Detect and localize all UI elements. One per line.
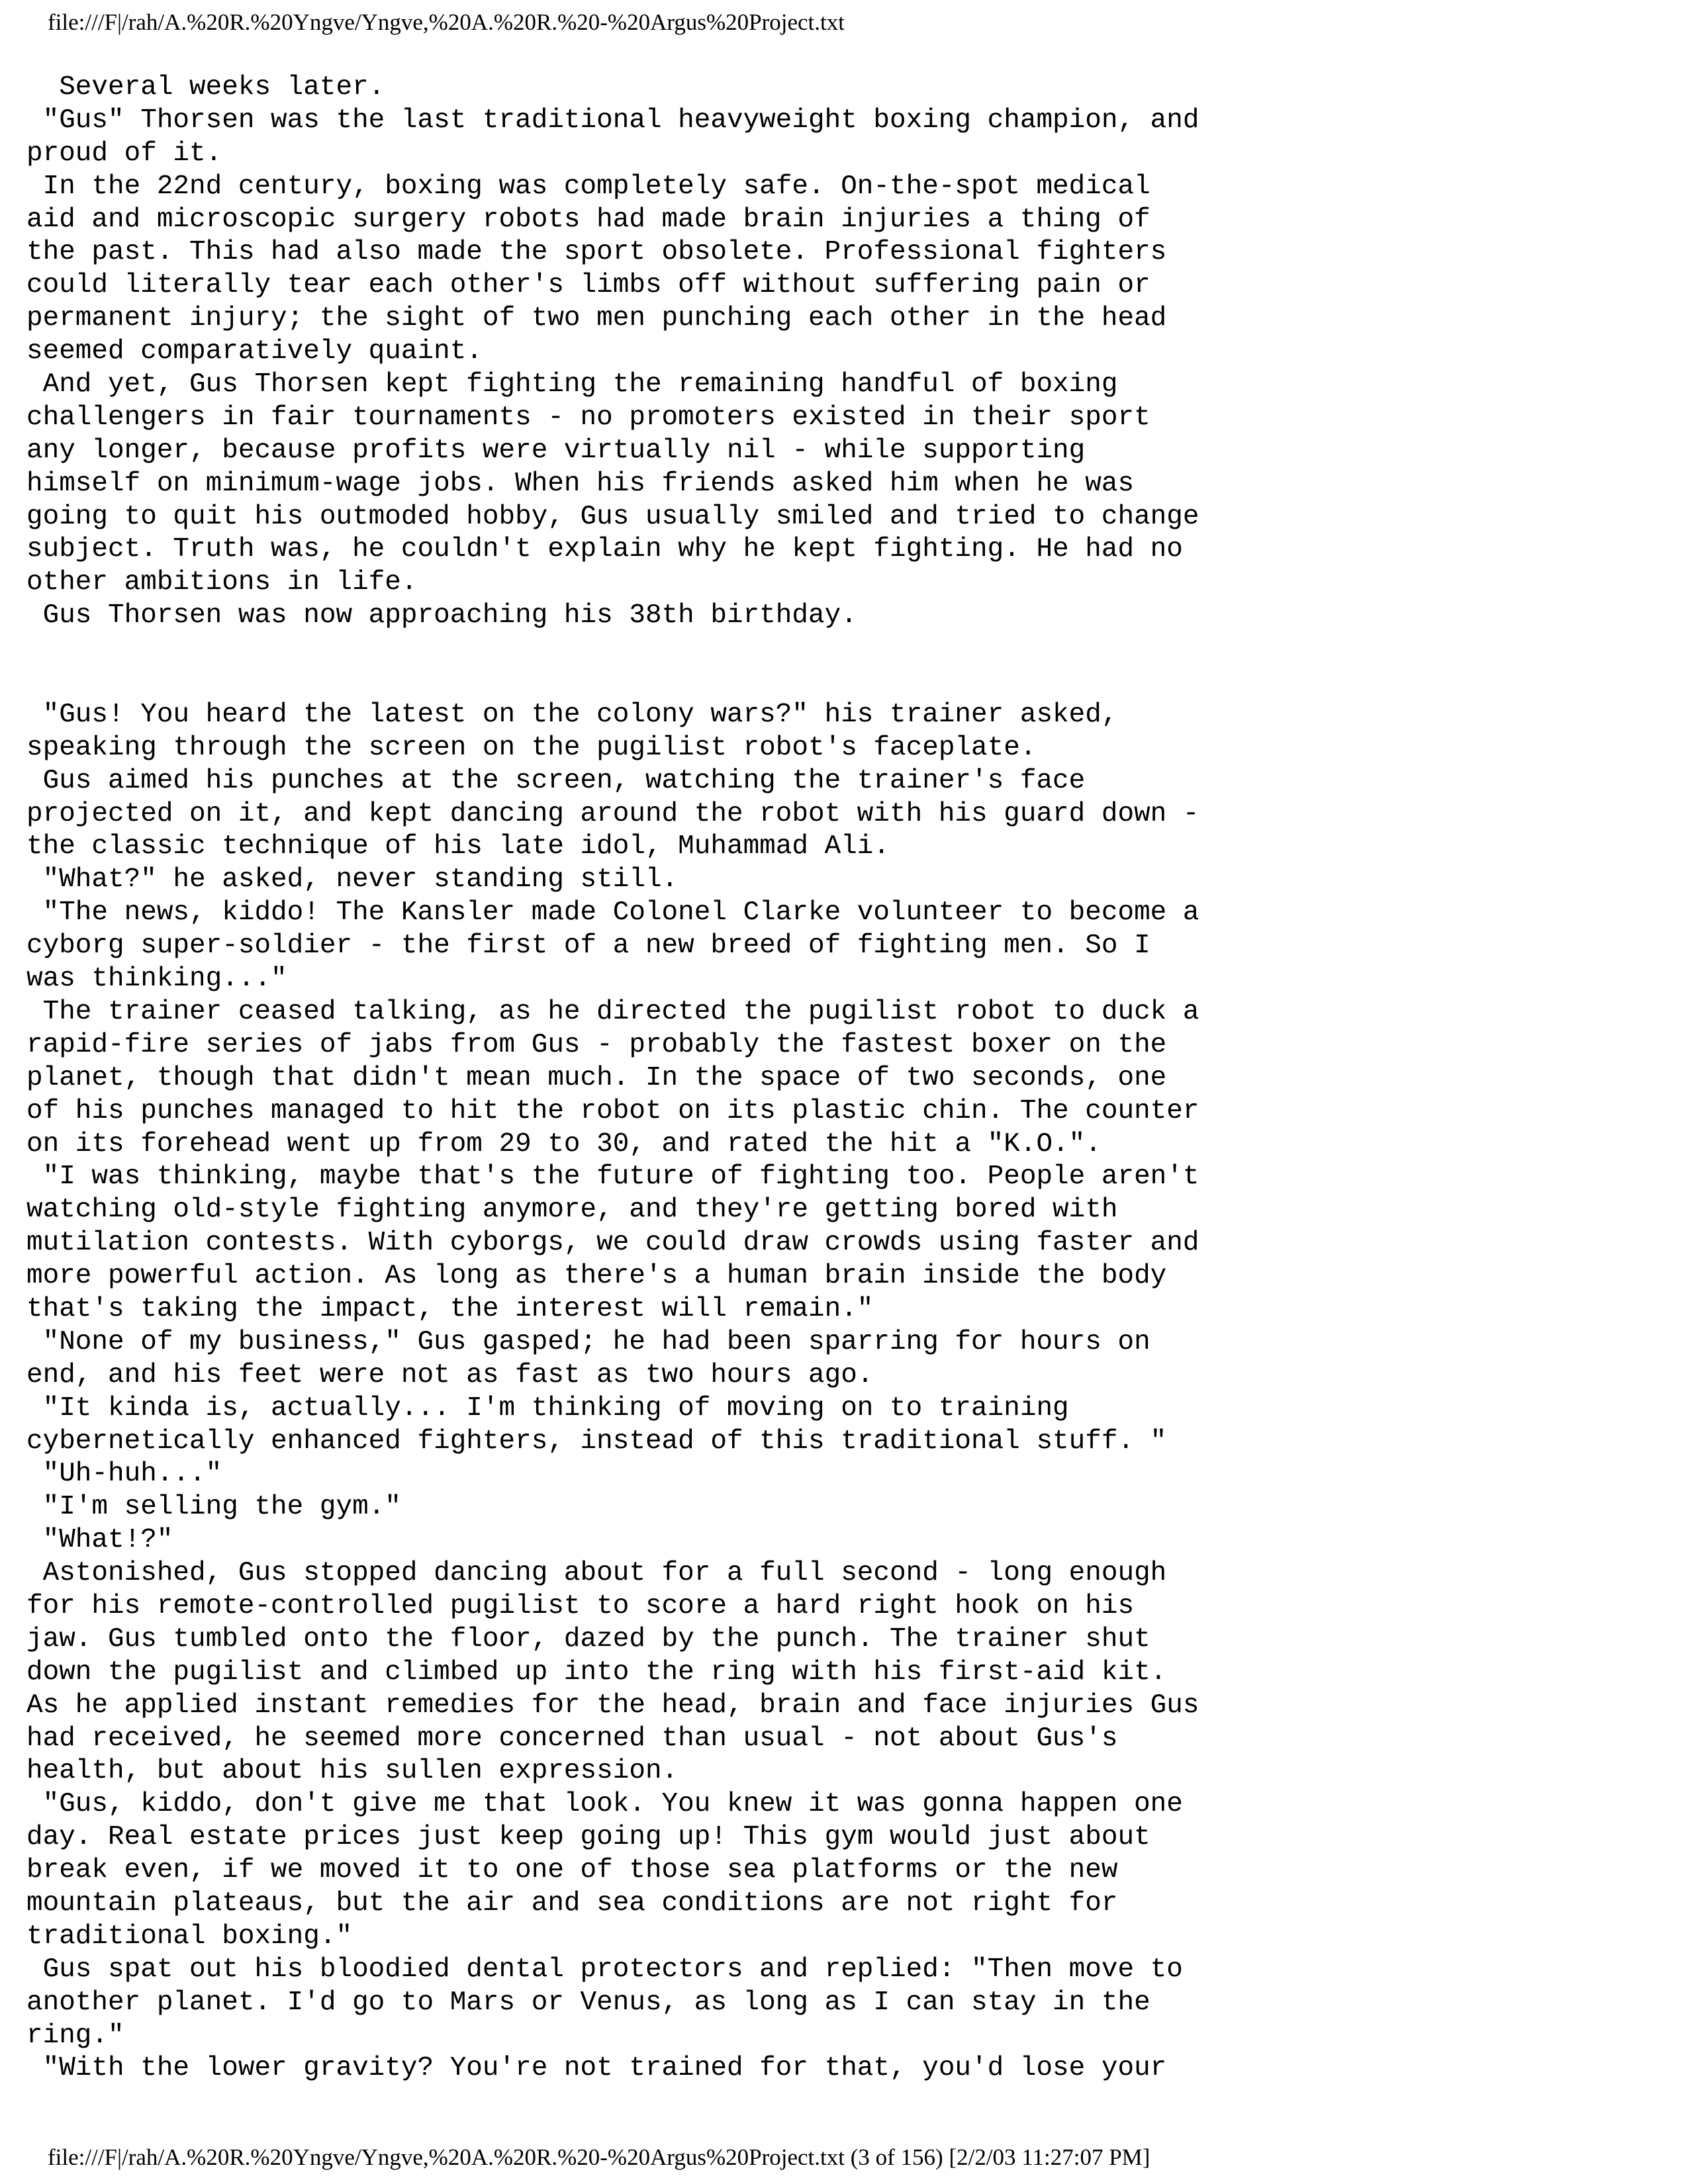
page-header-url: file:///F|/rah/A.%20R.%20Yngve/Yngve,%20A.%20R.%20-%20Argus%20Project.txt (48, 9, 845, 35)
text-line: Gus spat out his bloodied dental protectors and replied: "Then move to (26, 1954, 1183, 1985)
text-line: "The news, kiddo! The Kansler made Colonel Clarke volunteer to become a (26, 897, 1199, 929)
text-line: "Gus, kiddo, don't give me that look. You knew it was gonna happen one (26, 1789, 1183, 1820)
text-line: on its forehead went up from 29 to 30, and rated the hit a "K.O.". (26, 1128, 1102, 1160)
text-line: "What?" he asked, never standing still. (26, 864, 679, 895)
text-line: end, and his feet were not as fast as two hours ago. (26, 1359, 874, 1390)
text-line: And yet, Gus Thorsen kept fighting the remaining handful of boxing (26, 369, 1118, 400)
text-line: "With the lower gravity? You're not trained for that, you'd lose your (26, 2053, 1167, 2084)
text-line: of his punches managed to hit the robot on its plastic chin. The counter (26, 1095, 1199, 1126)
text-line: Several weeks later. (26, 72, 385, 103)
text-line: permanent injury; the sight of two men punching each other in the head (26, 303, 1167, 334)
text-line: the past. This had also made the sport obsolete. Professional fighters (26, 237, 1167, 268)
text-line: watching old-style fighting anymore, and they're getting bored with (26, 1195, 1118, 1226)
text-line: down the pugilist and climbed up into the ring with his first-aid kit. (26, 1657, 1167, 1688)
text-line: more powerful action. As long as there's a human brain inside the body (26, 1261, 1167, 1292)
text-line: could literally tear each other's limbs off without suffering pain or (26, 270, 1150, 301)
text-line: any longer, because profits were virtually nil - while supporting (26, 435, 1086, 466)
text-line: rapid-fire series of jabs from Gus - probably the fastest boxer on the (26, 1029, 1167, 1060)
document-body (26, 71, 1655, 2085)
text-line: "Gus" Thorsen was the last traditional heavyweight boxing champion, and (26, 105, 1199, 136)
text-line: "I was thinking, maybe that's the future of fighting too. People aren't (26, 1161, 1199, 1193)
text-line: proud of it. (26, 138, 222, 169)
text-line: Gus aimed his punches at the screen, watching the trainer's face (26, 765, 1086, 796)
text-line: challengers in fair tournaments - no promoters existed in their sport (26, 402, 1150, 433)
text-line: projected on it, and kept dancing around the robot with his guard down - (26, 798, 1199, 829)
text-line: As he applied instant remedies for the head, brain and face injuries Gus (26, 1690, 1199, 1721)
text-line (26, 633, 1655, 666)
text-line: had received, he seemed more concerned than usual - not about Gus's (26, 1723, 1118, 1754)
text-line: was thinking..." (26, 964, 287, 995)
text-line: The trainer ceased talking, as he directed the pugilist robot to duck a (26, 996, 1199, 1027)
text-line: Gus Thorsen was now approaching his 38th birthday. (26, 600, 857, 631)
text-line: subject. Truth was, he couldn't explain why he kept fighting. He had no (26, 534, 1183, 565)
text-line: himself on minimum-wage jobs. When his friends asked him when he was (26, 468, 1135, 499)
text-line: mutilation contests. With cyborgs, we could draw crowds using faster and (26, 1228, 1199, 1259)
text-line: going to quit his outmoded hobby, Gus usually smiled and tried to change (26, 501, 1199, 532)
text-line: "Uh-huh..." (26, 1459, 222, 1490)
text-line: speaking through the screen on the pugilist robot's faceplate. (26, 732, 1037, 763)
text-line: mountain plateaus, but the air and sea conditions are not right for (26, 1888, 1118, 1919)
text-line: break even, if we moved it to one of those sea platforms or the new (26, 1855, 1118, 1886)
text-line: for his remote-controlled pugilist to score a hard right hook on his (26, 1590, 1135, 1621)
text-line: health, but about his sullen expression. (26, 1756, 679, 1787)
page-footer: file:///F|/rah/A.%20R.%20Yngve/Yngve,%20A.%20R.%20-%20Argus%20Project.txt (3 of 156) [2/2/03 11:27:07 PM] (48, 2144, 1150, 2170)
text-line: that's taking the impact, the interest will remain." (26, 1293, 874, 1324)
text-line (26, 666, 1655, 699)
text-line: cybernetically enhanced fighters, instead of this traditional stuff. " (26, 1426, 1167, 1457)
text-line: "It kinda is, actually... I'm thinking of moving on to training (26, 1392, 1069, 1424)
text-line: cyborg super-soldier - the first of a new breed of fighting men. So I (26, 931, 1150, 962)
text-line: another planet. I'd go to Mars or Venus, as long as I can stay in the (26, 1987, 1150, 2018)
text-line: aid and microscopic surgery robots had made brain injuries a thing of (26, 204, 1150, 235)
text-line: In the 22nd century, boxing was completely safe. On-the-spot medical (26, 171, 1150, 202)
text-line: "I'm selling the gym." (26, 1492, 401, 1523)
text-line: planet, though that didn't mean much. In the space of two seconds, one (26, 1062, 1167, 1093)
text-line: ring." (26, 2020, 124, 2051)
text-line: "What!?" (26, 1525, 173, 1556)
text-line: day. Real estate prices just keep going up! This gym would just about (26, 1822, 1150, 1853)
text-line: the classic technique of his late idol, Muhammad Ali. (26, 831, 890, 862)
text-line: "Gus! You heard the latest on the colony wars?" his trainer asked, (26, 699, 1118, 730)
text-line: jaw. Gus tumbled onto the floor, dazed by the punch. The trainer shut (26, 1623, 1150, 1655)
text-line: "None of my business," Gus gasped; he had been sparring for hours on (26, 1326, 1150, 1357)
text-line: Astonished, Gus stopped dancing about for a full second - long enough (26, 1558, 1167, 1589)
text-line: traditional boxing." (26, 1921, 353, 1952)
text-line: other ambitions in life. (26, 567, 418, 598)
text-line: seemed comparatively quaint. (26, 336, 483, 367)
